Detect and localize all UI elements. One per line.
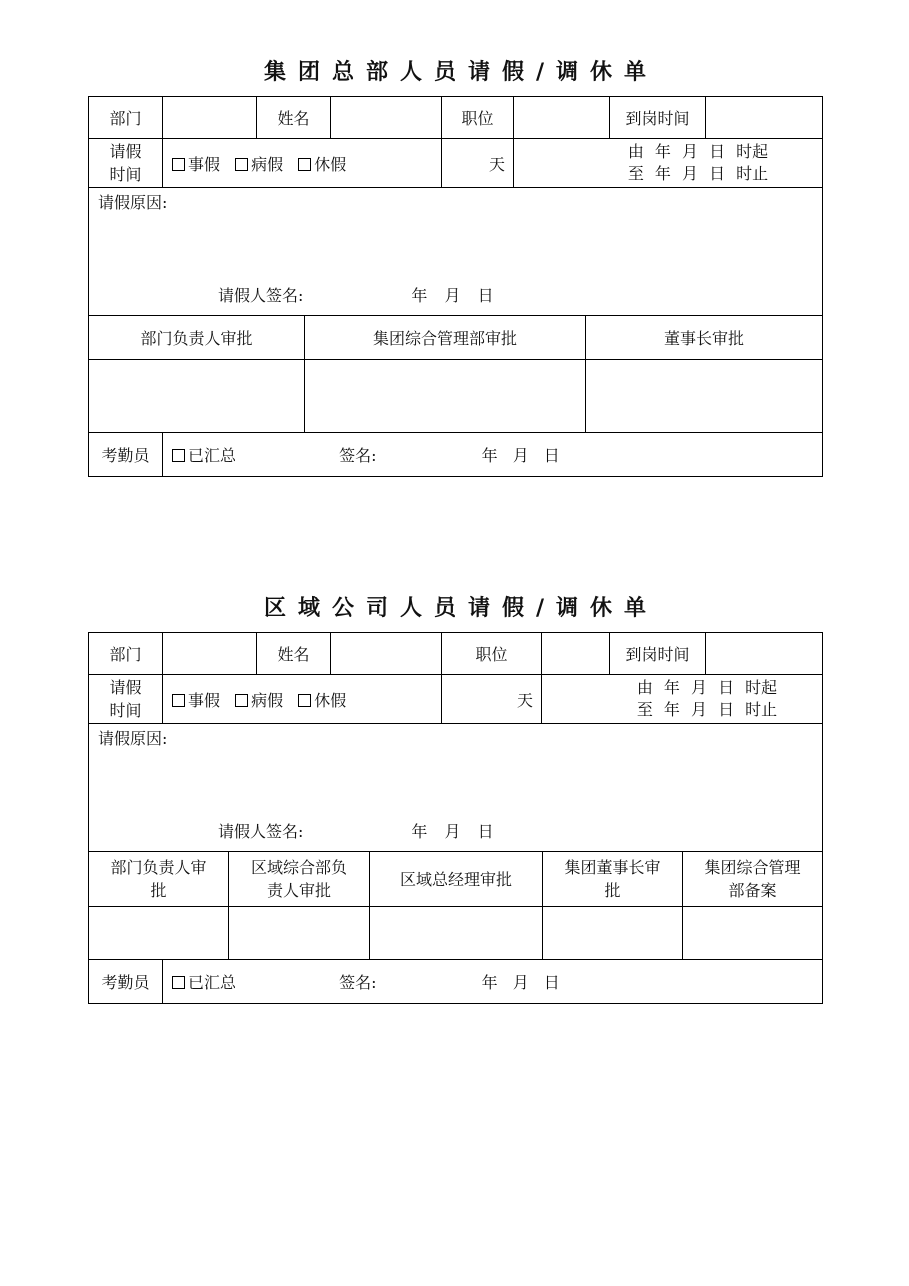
checkbox-summarized[interactable]	[172, 976, 185, 989]
attendance-clerk-label: 考勤员	[89, 960, 163, 1004]
position-field[interactable]	[514, 97, 610, 139]
position-field[interactable]	[542, 633, 610, 675]
approval-header-region-admin	[229, 852, 370, 907]
approval-header-dept-head: 部门负责人审批	[89, 316, 305, 360]
approval-header-region-gm-line1: 区域总经理审批	[399, 869, 512, 889]
position-label: 职位	[442, 633, 542, 675]
region-form-title: 区域公司人员请假/调休单	[263, 596, 659, 621]
approval-field-region-gm[interactable]	[370, 907, 543, 960]
leave-period-field[interactable]	[514, 139, 823, 188]
option-sick-leave-label: 病假	[251, 690, 284, 710]
name-field[interactable]	[331, 97, 442, 139]
approval-header-dept-head	[89, 852, 229, 907]
applicant-signature-date: 年 月 日	[411, 286, 494, 305]
days-label: 天	[516, 690, 533, 710]
approval-header-region-admin-line1: 区域综合部负	[250, 858, 347, 877]
hq-form-title: 集团总部人员请假/调休单	[263, 60, 659, 85]
summarized-option[interactable]	[172, 446, 236, 465]
hq-attendance-table	[88, 432, 823, 477]
dept-field[interactable]	[163, 97, 257, 139]
leave-time-label-line2: 时间	[109, 165, 142, 184]
attendance-sign-label: 签名:	[339, 446, 377, 465]
region-leave-form	[88, 592, 822, 1004]
checkbox-rest-leave[interactable]	[298, 694, 311, 707]
leave-type-options	[163, 675, 442, 724]
onboard-time-field[interactable]	[706, 633, 823, 675]
name-label: 姓名	[257, 633, 331, 675]
option-personal-leave[interactable]	[172, 155, 220, 174]
hq-form-table	[88, 96, 823, 316]
region-form-table	[88, 632, 823, 852]
dept-label: 部门	[89, 97, 163, 139]
days-field[interactable]	[442, 675, 542, 724]
applicant-signature-label: 请假人签名:	[218, 822, 304, 841]
approval-header-group-admin-filing-line2: 部备案	[728, 881, 777, 900]
option-personal-leave[interactable]	[172, 691, 220, 710]
onboard-time-label: 到岗时间	[610, 633, 706, 675]
approval-field-dept-head[interactable]	[89, 360, 305, 433]
checkbox-sick-leave[interactable]	[235, 694, 248, 707]
leave-reason-field[interactable]	[89, 724, 823, 852]
approval-header-group-chairman-line2: 批	[604, 881, 621, 900]
checkbox-summarized[interactable]	[172, 449, 185, 462]
approval-header-region-gm	[370, 852, 543, 907]
approval-field-group-chairman[interactable]	[543, 907, 683, 960]
checkbox-rest-leave[interactable]	[298, 158, 311, 171]
attendance-date: 年 月 日	[481, 446, 560, 465]
days-label: 天	[488, 154, 505, 174]
summarized-label: 已汇总	[188, 446, 237, 465]
summarized-label: 已汇总	[188, 973, 237, 992]
attendance-clerk-label: 考勤员	[89, 433, 163, 477]
attendance-sign-label: 签名:	[339, 973, 377, 992]
onboard-time-field[interactable]	[706, 97, 823, 139]
approval-field-region-admin[interactable]	[229, 907, 370, 960]
approval-header-dept-head-line2: 批	[150, 881, 167, 900]
option-rest-leave[interactable]	[298, 691, 346, 710]
applicant-signature-date: 年 月 日	[411, 822, 494, 841]
option-personal-leave-label: 事假	[188, 154, 221, 174]
approval-header-group-chairman-line1: 集团董事长审	[564, 858, 661, 877]
leave-time-label-line1: 请假	[109, 142, 142, 161]
option-sick-leave[interactable]	[235, 691, 283, 710]
approval-header-group-admin-filing-line1: 集团综合管理	[704, 858, 801, 877]
leave-reason-label: 请假原因:	[98, 729, 168, 748]
approval-field-chairman[interactable]	[586, 360, 823, 433]
option-sick-leave[interactable]	[235, 155, 283, 174]
option-rest-leave-label: 休假	[314, 690, 347, 710]
dept-label: 部门	[89, 633, 163, 675]
attendance-field	[163, 960, 823, 1004]
checkbox-personal-leave[interactable]	[172, 158, 185, 171]
leave-time-label-line1: 请假	[109, 678, 142, 697]
approval-header-region-admin-line2: 责人审批	[266, 881, 331, 900]
approval-header-group-chairman	[543, 852, 683, 907]
applicant-signature-line	[218, 283, 494, 306]
attendance-date: 年 月 日	[481, 973, 560, 992]
leave-period-from: 由 年 月 日 时起	[636, 678, 778, 697]
days-field[interactable]	[442, 139, 514, 188]
option-sick-leave-label: 病假	[251, 154, 284, 174]
applicant-signature-label: 请假人签名:	[218, 286, 304, 305]
leave-reason-label: 请假原因:	[98, 193, 168, 212]
leave-time-label	[89, 675, 163, 724]
hq-leave-form	[88, 56, 822, 477]
leave-time-label	[89, 139, 163, 188]
approval-field-dept-head[interactable]	[89, 907, 229, 960]
option-rest-leave[interactable]	[298, 155, 346, 174]
dept-field[interactable]	[163, 633, 257, 675]
leave-type-options	[163, 139, 442, 188]
approval-field-group-admin[interactable]	[305, 360, 586, 433]
attendance-field	[163, 433, 823, 477]
hq-approval-table	[88, 315, 823, 433]
summarized-option[interactable]	[172, 973, 236, 992]
position-label: 职位	[442, 97, 514, 139]
applicant-signature-line	[218, 819, 494, 842]
region-approval-table	[88, 851, 823, 960]
option-rest-leave-label: 休假	[314, 154, 347, 174]
leave-period-to: 至 年 月 日 时止	[627, 164, 769, 183]
name-label: 姓名	[257, 97, 331, 139]
approval-header-group-admin: 集团综合管理部审批	[305, 316, 586, 360]
name-field[interactable]	[331, 633, 442, 675]
approval-header-group-admin-filing	[683, 852, 823, 907]
approval-header-chairman: 董事长审批	[586, 316, 823, 360]
leave-period-from: 由 年 月 日 时起	[627, 142, 769, 161]
approval-field-group-admin-filing[interactable]	[683, 907, 823, 960]
checkbox-personal-leave[interactable]	[172, 694, 185, 707]
checkbox-sick-leave[interactable]	[235, 158, 248, 171]
region-attendance-table	[88, 959, 823, 1004]
leave-time-label-line2: 时间	[109, 701, 142, 720]
approval-header-dept-head-line1: 部门负责人审	[110, 858, 207, 877]
onboard-time-label: 到岗时间	[610, 97, 706, 139]
leave-reason-field[interactable]	[89, 188, 823, 316]
leave-period-to: 至 年 月 日 时止	[636, 700, 778, 719]
leave-period-field[interactable]	[542, 675, 823, 724]
option-personal-leave-label: 事假	[188, 690, 221, 710]
